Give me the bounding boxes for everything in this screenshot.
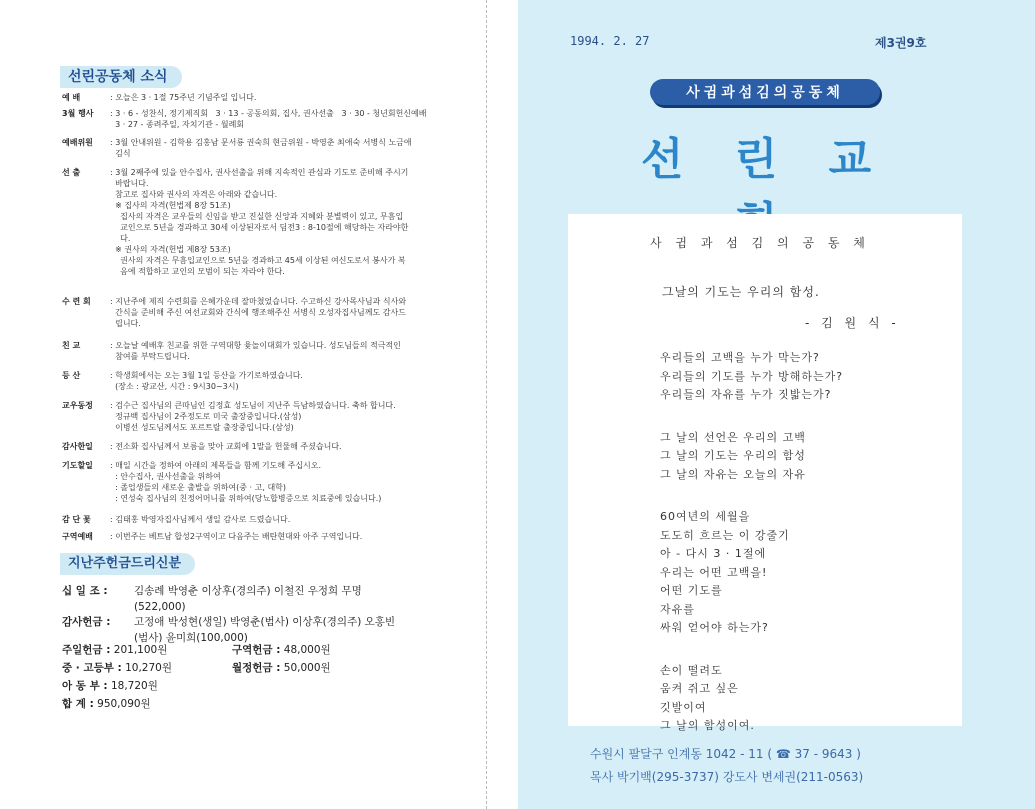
news-item-label: 감 단 꽃	[62, 515, 91, 524]
news-item-text: : 이번주는 베트남 합성2구역이고 다음주는 배탄현대와 아주 구역입니다.	[110, 532, 363, 541]
offering-total-value: 50,000원	[283, 662, 331, 674]
offering-total-row	[62, 641, 462, 659]
poem-line: 싸워 얻어야 하는가?	[660, 621, 769, 634]
offering-donors: 고정애 박성현(생일) 박영춘(범사) 이상후(경의주) 오홍빈 (범사) 윤미희(100,000)	[134, 616, 396, 644]
offering-total-cell	[62, 659, 232, 677]
news-item-label: 기도할일	[62, 461, 93, 470]
news-item-text: : 검수근 집사님의 큰따님인 김정효 성도님이 지난주 득남하였습니다. 축하 합니다. 정규백 집사님이 2주정도로 미국 출장중입니다.(삼성) 이병선 성도님께서도 포르트랄 출장중입니다.(삼성)	[110, 401, 396, 432]
fold-line	[486, 0, 487, 809]
news-item	[62, 441, 472, 452]
news-item-label: 교우동정	[62, 401, 93, 410]
offering-totals	[62, 641, 462, 713]
offering-total-label: 아 동 부 :	[62, 680, 108, 692]
poem-line: 우리들의 고백을 누가 막는가?	[660, 351, 820, 364]
poem-line: 그 날의 자유는 오늘의 자유	[660, 467, 806, 481]
news-item-label: 수 련 회	[62, 297, 91, 306]
news-item	[62, 137, 472, 159]
motto-banner	[650, 79, 880, 105]
poem-title: 그날의 기도는 우리의 함성.	[662, 285, 820, 299]
offering-row	[62, 583, 462, 615]
poem-line: 움켜 쥐고 싶은	[660, 682, 739, 695]
news-item	[62, 460, 472, 504]
poem-line: 손이 떨려도	[660, 663, 723, 677]
offering-total-cell	[232, 659, 402, 677]
motto-text: 사귐과섬김의공동체	[686, 85, 844, 101]
news-item-text: : 매일 시간을 정하여 아래의 제목들을 함께 기도해 주십시오. : 안수집사, 권사선출을 위하여 : 졸업생들의 새로운 출발을 위하여(중 · 고, 대학) : 연성숙 집사님의 친정어머니를 위하여(당뇨합병증으로 치료중에 있습니다.)	[110, 461, 382, 503]
news-item-text: : 3 · 6 - 성찬식, 정기제직회 3 · 13 - 공동의회, 집사, 권사선출 3 · 30 - 청년회헌신예배 3 · 27 - 종려주일, 자치기관 - 월례회	[110, 109, 427, 129]
offering-label: 감사헌금 :	[62, 616, 111, 628]
offering-total-label: 합 계 :	[62, 698, 94, 710]
offering-total-label: 중 · 고등부 :	[62, 662, 122, 674]
news-item-text: : 오늘은 3 · 1절 75주년 기념주일 입니다.	[110, 93, 257, 102]
offering-total-value: 48,000원	[283, 644, 331, 656]
poem-line: 그 날의 기도는 우리의 함성	[660, 449, 806, 462]
poem-line: 우리들의 자유를 누가 짓밟는가?	[660, 388, 832, 401]
offering-total-label: 월정헌금 :	[232, 662, 281, 674]
offering-total-value: 10,270원	[125, 662, 172, 674]
offering-donors: 김송례 박영춘 이상후(경의주) 이철진 우정희 무명 (522,000)	[134, 585, 362, 613]
offering-total-cell	[62, 695, 232, 713]
news-item	[62, 296, 472, 329]
news-item-text: : 학생회에서는 오는 3월 1일 등산을 가기로하였습니다. (장소 : 광교산, 시간 : 9시30~3시)	[110, 371, 303, 391]
card-motto: 사 귐 과 섬 김 의 공 동 체	[650, 236, 870, 250]
offering-total-row	[62, 695, 462, 713]
offering-total-value: 201,100원	[113, 644, 168, 656]
news-item-text: : 오늘날 예배후 친교를 위한 구역대항 윷놀이대회가 있습니다. 성도님들의 적극적인 참여를 부탁드립니다.	[110, 341, 401, 361]
news-item-label: 구역예배	[62, 532, 93, 541]
news-item-label: 예 배	[62, 93, 81, 102]
news-item-text: : 전소화 집사님께서 보름을 맞아 교회에 1말을 헌물해 주셨습니다.	[110, 442, 342, 451]
poem-line: 우리들의 기도를 누가 방해하는가?	[660, 369, 844, 383]
news-item-text: : 지난주에 제직 수련회를 은혜가운데 잘마쳤었습니다. 수고하신 강사목사님과 식사와 간식을 준비해 주신 여선교회와 간식에 행조해주신 서병식 오성자집사님께도 감사드 립니다.	[110, 297, 407, 328]
poem-line: 깃발이여	[660, 700, 707, 714]
offering-label: 십 일 조 :	[62, 585, 108, 597]
news-item-text: : 3월 2째주에 있을 안수집사, 권사선출을 위해 지속적인 관심과 기도로 준비해 주시기 바랍니다. 참고로 집사와 권사의 자격은 아래와 같습니다. ※ 집사의 자격(헌법제 8장 51조) 집사의 자격은 교우들의 신임을 받고 진실한 신앙과 지혜와 분별력이 있고, 무흠입 교인으로 5년을 경과하고 30세 이상된자로서 딤전3 : 8-10절에 해당하는 자라야한 다. ※ 권사의 자격(헌법 제8장 53조) 권사의 자격은 무흠입교인으로 5년을 경과하고 45세 이상된 여신도로서 봉사가 복 음에 적합하고 교인의 모범이 되는 자라야 한다.	[110, 168, 409, 276]
poem-line: 도도히 흐르는 이 강줄기	[660, 528, 790, 542]
poem-line: 그 날의 선언은 우리의 고백	[660, 430, 806, 444]
offering-heading: 지난주헌금드리신분	[60, 553, 195, 575]
offering-total-row	[62, 677, 462, 695]
news-item-label: 친 교	[62, 341, 81, 350]
offering-total-row	[62, 659, 462, 677]
poem-line: 어떤 기도를	[660, 584, 723, 597]
news-item-label: 선 출	[62, 168, 81, 177]
news-item	[62, 108, 472, 130]
offering-total-label: 구역헌금 :	[232, 644, 281, 656]
news-item-label: 3월 행사	[62, 109, 94, 118]
offering-total-label: 주일헌금 :	[62, 644, 111, 656]
issue-number: 제3권9호	[875, 36, 927, 50]
staff-contacts: 목사 박기백(295-3737) 강도사 변세권(211-0563)	[590, 770, 864, 784]
news-item	[62, 400, 472, 433]
poem-author: - 김 원 식 -	[805, 316, 900, 330]
news-item-label: 감사한일	[62, 442, 93, 451]
offering-total-cell	[62, 677, 232, 695]
poem-line: 60여년의 세월을	[660, 510, 751, 523]
offering-total-value: 950,090원	[97, 698, 151, 710]
news-item-text: : 김태홍 박영자집사님께서 생일 감사로 드렸습니다.	[110, 515, 291, 524]
poem-line: 그 날의 함성이여.	[660, 719, 755, 732]
news-item	[62, 167, 472, 277]
news-item	[62, 531, 472, 542]
offering-total-value: 18,720원	[110, 680, 158, 692]
offering-total-cell	[232, 641, 402, 659]
news-item-text: : 3월 안내위원 - 김학용 김홍남 문서룡 권숙희 현금위원 - 박영춘 최애숙 서병식 노금애 김식	[110, 138, 412, 158]
offering-total-cell	[62, 641, 232, 659]
news-heading: 선린공동체 소식	[60, 66, 182, 88]
news-item-label: 예배위원	[62, 138, 93, 147]
news-item	[62, 340, 472, 362]
news-item	[62, 92, 472, 103]
church-address: 수원시 팔달구 인계동 1042 - 11 ( ☎ 37 - 9643 )	[590, 747, 861, 761]
bulletin-date: 1994. 2. 27	[570, 34, 650, 48]
news-item	[62, 370, 472, 392]
news-item-label: 등 산	[62, 371, 81, 380]
poem-line: 우리는 어떤 고백을!	[660, 565, 768, 579]
poem-line: 자유를	[660, 602, 695, 616]
church-name: 선 린 교	[640, 134, 890, 185]
news-item	[62, 514, 472, 525]
poem-line: 아 - 다시 3 · 1절에	[660, 547, 767, 560]
